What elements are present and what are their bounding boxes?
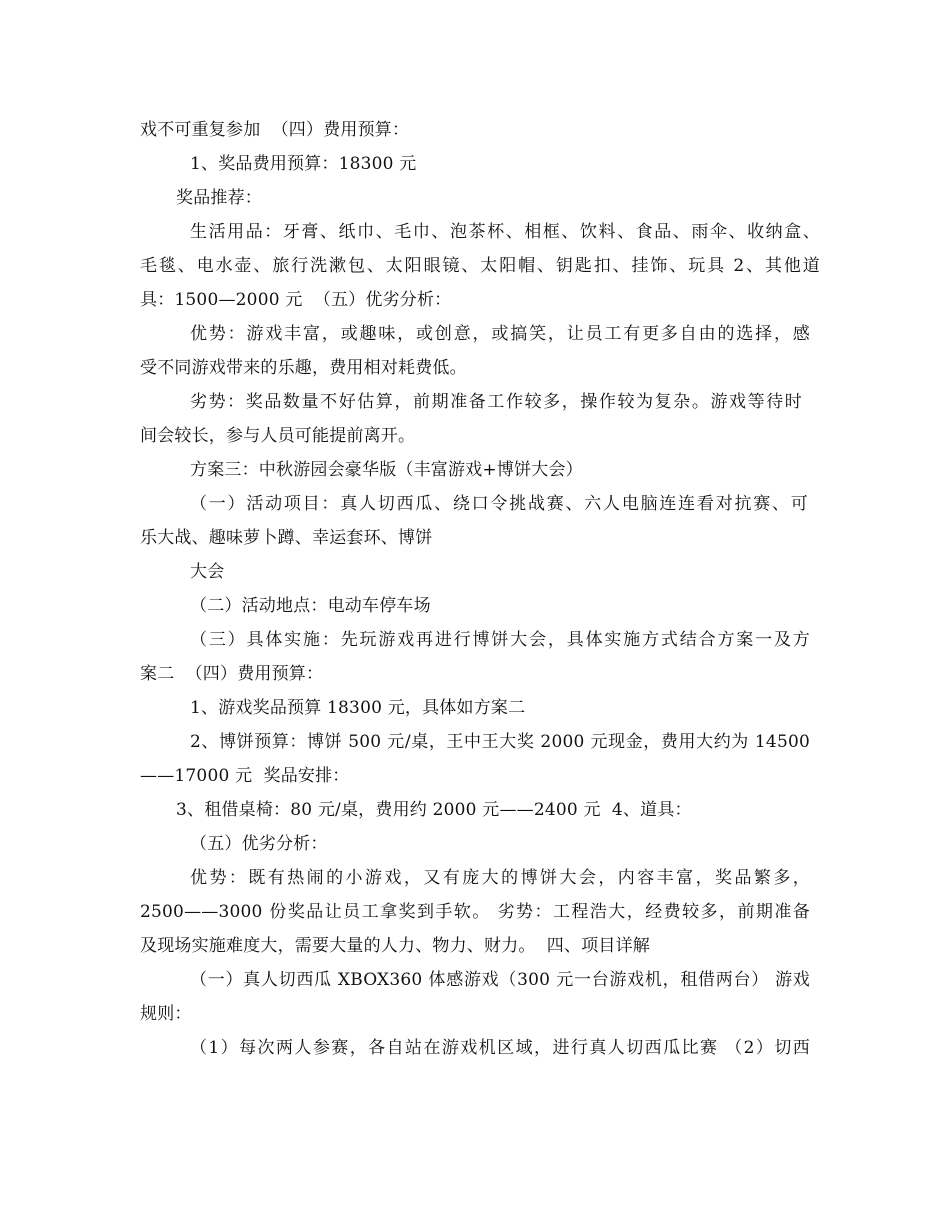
text-line: （五）优劣分析： [190,834,328,854]
text-line: （二）活动地点：电动车停车场 [190,596,431,616]
text-line: 及现场实施难度大，需要大量的人力、物力、财力。 四、项目详解 [140,936,651,956]
text-line: 规则： [140,1004,192,1024]
text-line: 2500——3000 份奖品让员工拿奖到手软。 劣势：工程浩大，经费较多，前期准备 [140,902,810,922]
text-line: （一）活动项目：真人切西瓜、绕口令挑战赛、六人电脑连连看对抗赛、可 [190,494,808,514]
text-line: （三）具体实施：先玩游戏再进行博饼大会，具体实施方式结合方案一及方 [190,630,810,650]
text-line: （一）真人切西瓜 XBOX360 体感游戏（300 元一台游戏机，租借两台） 游戏 [190,970,810,990]
text-line: 乐大战、趣味萝卜蹲、幸运套环、博饼 [140,528,433,548]
text-line: （1）每次两人参赛，各自站在游戏机区域，进行真人切西瓜比赛 （2）切西 [190,1038,810,1058]
text-line: 案二 （四）费用预算： [140,664,324,684]
text-line: 戏不可重复参加 （四）费用预算： [140,120,410,140]
text-line: 具：1500—2000 元 （五）优劣分析： [140,290,452,310]
text-line: 劣势：奖品数量不好估算，前期准备工作较多，操作较为复杂。游戏等待时 [190,392,802,412]
text-line: 1、游戏奖品预算 18300 元，具体如方案二 [190,698,526,718]
text-line: 2、博饼预算：博饼 500 元/桌，王中王大奖 2000 元现金，费用大约为 14500 [190,732,810,752]
text-line: 方案三：中秋游园会豪华版（丰富游戏+博饼大会） [190,460,583,480]
text-line: 优势：游戏丰富，或趣味，或创意，或搞笑，让员工有更多自由的选择，感 [190,324,810,344]
text-line: 间会较长，参与人员可能提前离开。 [140,426,416,446]
text-line: 1、奖品费用预算：18300 元 [190,154,417,174]
text-line: 毛毯、电水壶、旅行洗漱包、太阳眼镜、太阳帽、钥匙扣、挂饰、玩具 2、其他道 [140,256,820,276]
text-line: 优势：既有热闹的小游戏，又有庞大的博饼大会，内容丰富，奖品繁多， [190,868,810,888]
text-line: 3、租借桌椅：80 元/桌，费用约 2000 元——2400 元 4、道具： [176,800,692,820]
text-line: ——17000 元 奖品安排： [140,766,350,786]
text-line: 奖品推荐： [176,188,262,208]
text-line: 受不同游戏带来的乐趣，费用相对耗费低。 [140,358,467,378]
text-line: 生活用品：牙膏、纸巾、毛巾、泡茶杯、相框、饮料、食品、雨伞、收纳盒、 [190,222,820,242]
text-line: 大会 [190,562,225,582]
